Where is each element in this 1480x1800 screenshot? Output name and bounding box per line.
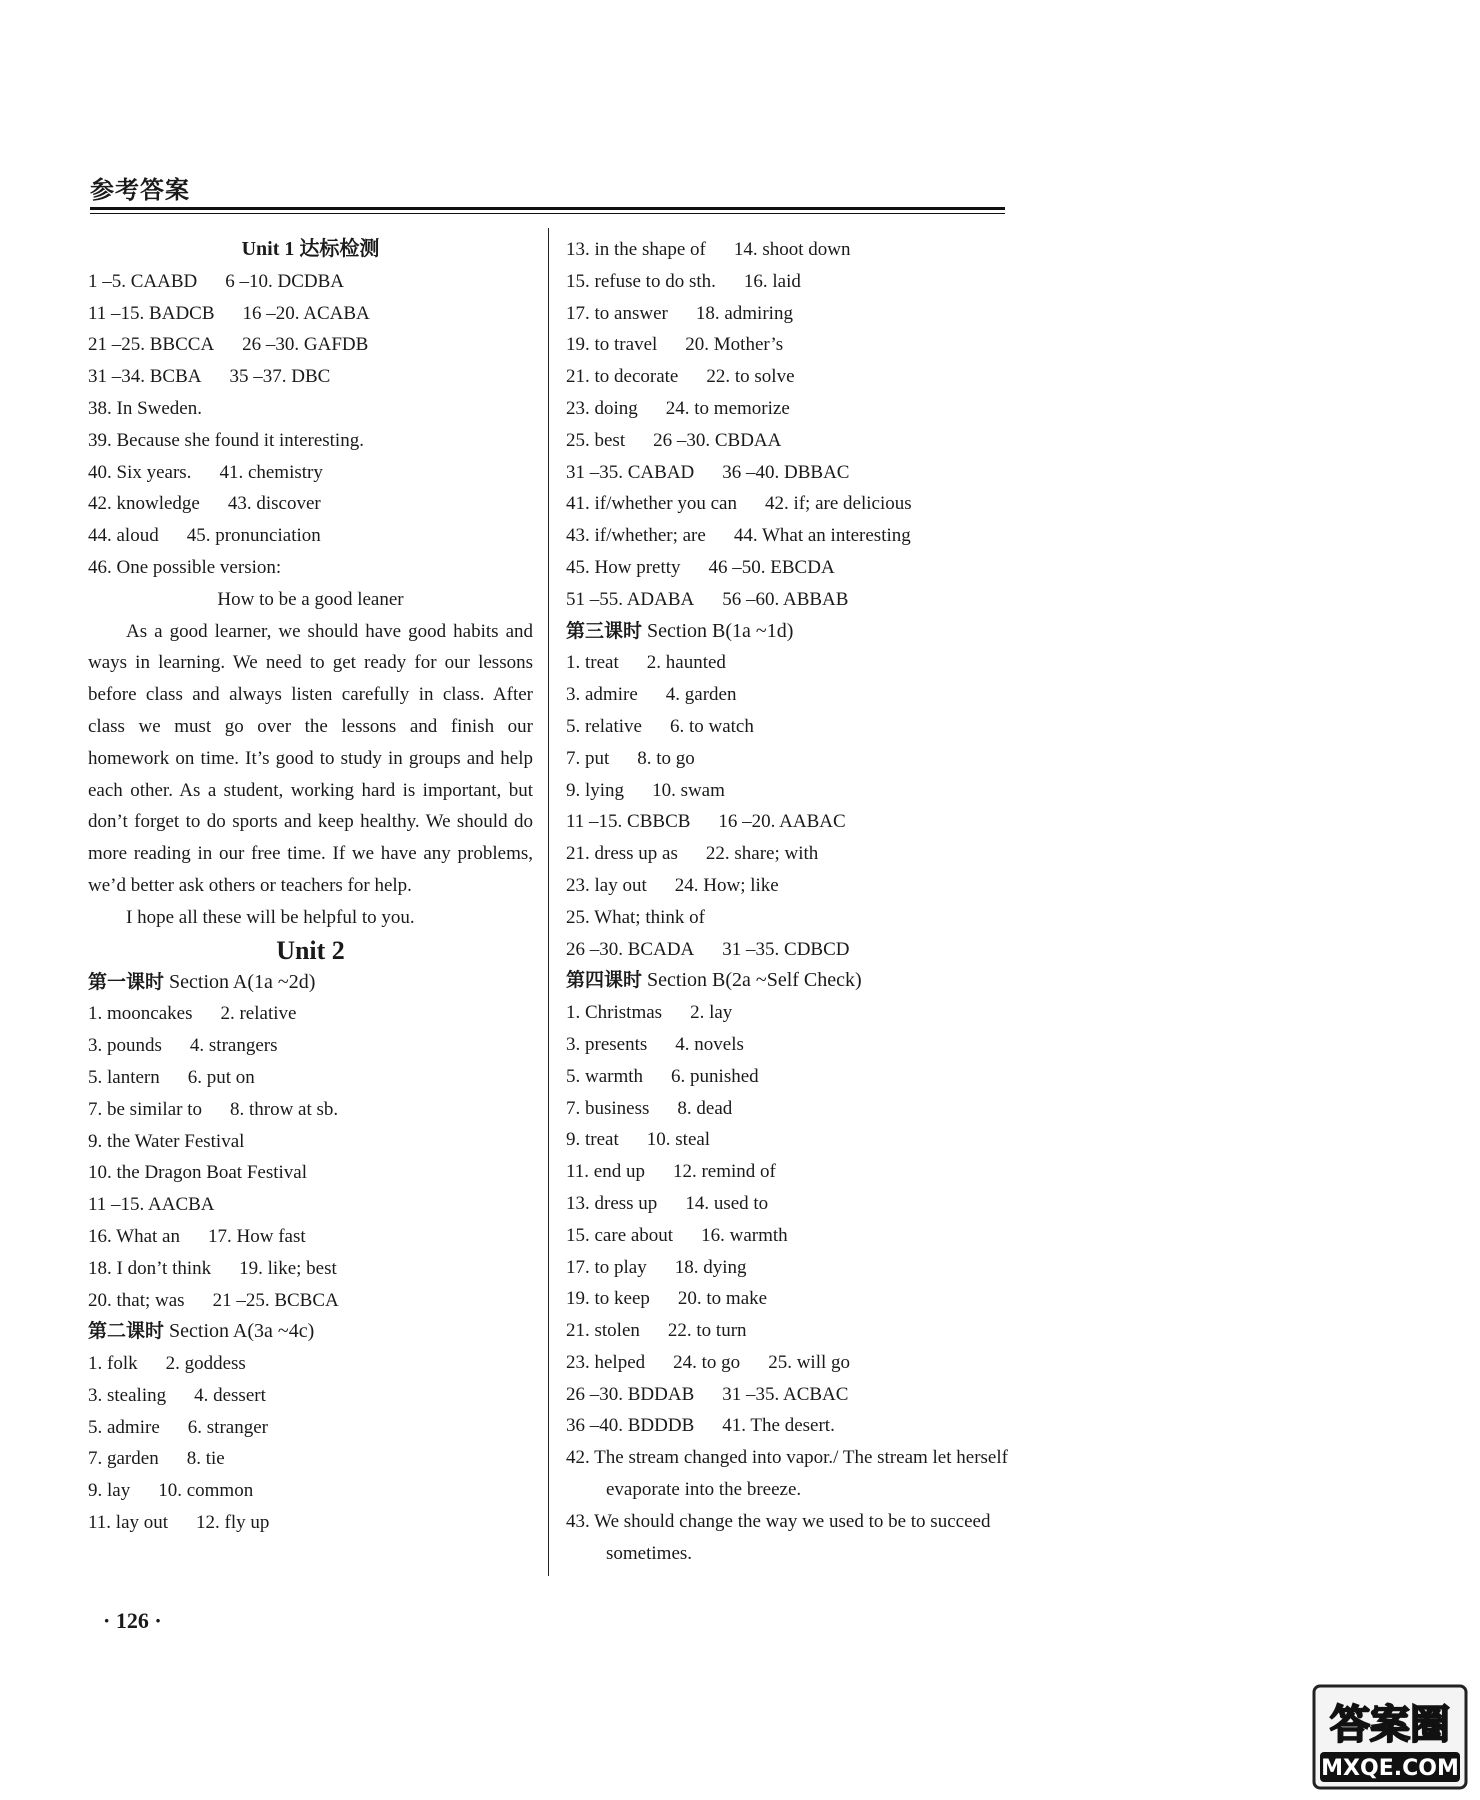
answer-item: 9. lying <box>566 779 625 801</box>
watermark-title: 答案圈 <box>1330 1702 1450 1748</box>
right-column <box>566 234 1011 1569</box>
answer-item: 46. One possible version: <box>88 556 282 578</box>
answer-line <box>88 298 533 330</box>
answer-line <box>566 711 1011 743</box>
answer-item: 44. aloud <box>88 525 159 547</box>
answer-item: 4. strangers <box>189 1035 278 1057</box>
answer-line <box>566 361 1011 393</box>
answer-item: 5. admire <box>88 1416 160 1438</box>
answer-line <box>566 934 1011 966</box>
page-number: · 126 · <box>103 1608 162 1633</box>
answer-item: 25. best <box>566 429 626 451</box>
answer-item: 11 –15. AACBA <box>88 1194 215 1216</box>
answer-42: 42. The stream changed into vapor./ The stream let herself evaporate into the breeze. <box>566 1447 1008 1501</box>
answer-line <box>566 743 1011 775</box>
answer-line <box>566 234 1011 266</box>
answer-item: 4. novels <box>675 1033 744 1055</box>
essay-closing: I hope all these will be helpful to you. <box>126 906 415 928</box>
answer-item: 4. dessert <box>194 1384 266 1406</box>
lesson4-answer-list <box>566 997 1011 1442</box>
answer-line <box>566 266 1011 298</box>
essay-paragraph: As a good learner, we should have good habits and ways in learning. We need to get ready for our lessons before class and always listen carefully in class. After class we must go over the lessons and finish our homework on time. It’s good to study in groups and help each other. As a student, working hard is important, but don’t forget to do sports and keep healthy. We should do more reading in our free time. If we have any problems, we’d better ask others or teachers for help. <box>88 620 533 896</box>
answer-line <box>566 457 1011 489</box>
answer-item: 24. How; like <box>674 874 779 896</box>
answer-line <box>88 266 533 298</box>
answer-line <box>566 1156 1011 1188</box>
answer-item: 14. shoot down <box>733 239 851 260</box>
answer-item: 3. pounds <box>88 1035 162 1057</box>
answer-line <box>566 298 1011 330</box>
answer-item: 21. stolen <box>566 1320 640 1342</box>
answer-item: 11 –15. BADCB <box>88 302 215 324</box>
answer-item: 19. like; best <box>239 1257 337 1279</box>
answer-item: 46 –50. EBCDA <box>708 556 835 578</box>
answer-line <box>566 997 1011 1029</box>
answer-item: 43. discover <box>227 493 321 515</box>
answer-item: 6 –10. DCDBA <box>225 270 345 292</box>
answer-line <box>88 998 533 1030</box>
answer-item: 8. dead <box>677 1097 733 1119</box>
answer-line <box>88 1443 533 1475</box>
answer-item: 14. used to <box>685 1192 769 1214</box>
lesson1-heading <box>88 967 533 999</box>
answer-line <box>88 1253 533 1285</box>
answer-item: 10. the Dragon Boat Festival <box>88 1162 307 1184</box>
lesson3-heading <box>566 616 1011 648</box>
answer-item: 45. How pretty <box>566 556 681 578</box>
answer-item: 21 –25. BBCCA <box>88 334 215 356</box>
answer-item: 5. warmth <box>566 1065 644 1087</box>
answer-item: 22. to turn <box>667 1320 747 1342</box>
answer-line <box>566 870 1011 902</box>
answer-item: 26 –30. GAFDB <box>242 334 369 356</box>
answer-item: 13. dress up <box>566 1192 658 1214</box>
answer-line <box>88 1062 533 1094</box>
answer-line <box>566 1124 1011 1156</box>
answer-line <box>566 1347 1011 1379</box>
answer-item: 17. to answer <box>566 302 668 324</box>
answer-line <box>88 1221 533 1253</box>
answer-line <box>88 1030 533 1062</box>
answer-item: 17. to play <box>566 1256 647 1278</box>
answer-item: 18. I don’t think <box>88 1257 212 1279</box>
answer-item: 6. put on <box>187 1066 255 1088</box>
answer-item: 18. admiring <box>695 302 793 324</box>
answer-line <box>88 329 533 361</box>
answer-line <box>566 838 1011 870</box>
answer-line <box>88 393 533 425</box>
answer-line <box>88 552 533 584</box>
answer-line <box>566 1379 1011 1411</box>
answer-item: 17. How fast <box>208 1225 306 1247</box>
answer-item: 20. to make <box>677 1288 768 1310</box>
column-divider <box>548 228 549 1576</box>
answer-item: 42. if; are delicious <box>764 493 912 515</box>
answer-item: 7. put <box>566 747 610 769</box>
answer-line <box>566 425 1011 457</box>
answer-line <box>88 1475 533 1507</box>
answer-line <box>566 488 1011 520</box>
lesson3-section: Section B(1a ~1d) <box>647 619 794 642</box>
answer-item: 31 –35. ACBAC <box>722 1383 849 1405</box>
answer-item: 9. treat <box>566 1129 619 1151</box>
answer-item: 1. folk <box>88 1353 138 1375</box>
lesson2-answer-list <box>88 1348 533 1539</box>
answer-item: 35 –37. DBC <box>229 366 331 388</box>
answer-line <box>88 1189 533 1221</box>
answer-item: 41. if/whether you can <box>566 493 737 515</box>
answer-item: 16 –20. ACABA <box>242 302 370 324</box>
answer-item: 8. tie <box>186 1448 225 1470</box>
answer-item: 13. in the shape of <box>566 239 706 260</box>
lesson2-heading <box>88 1316 533 1348</box>
answer-item: 7. business <box>566 1097 650 1119</box>
answer-item: 11. lay out <box>88 1512 169 1534</box>
answer-item: 1. Christmas <box>566 1002 663 1024</box>
answer-item: 38. In Sweden. <box>88 397 202 419</box>
answer-line <box>88 457 533 489</box>
answer-item: 36 –40. DBBAC <box>722 461 850 483</box>
lesson1-section: Section A(1a ~2d) <box>169 970 316 993</box>
answer-item: 44. What an interesting <box>733 525 911 547</box>
answer-line <box>566 393 1011 425</box>
answer-line <box>88 488 533 520</box>
answer-item: 26 –30. BCADA <box>566 938 695 960</box>
answer-item: 25. will go <box>768 1351 850 1373</box>
lesson2-section: Section A(3a ~4c) <box>169 1320 315 1343</box>
lesson1-answer-list <box>88 998 533 1316</box>
header-rule <box>90 207 1005 210</box>
answer-item: 31 –35. CABAD <box>566 461 695 483</box>
essay-title: How to be a good leaner <box>217 588 404 610</box>
answer-item: 11. end up <box>566 1161 645 1183</box>
answer-line <box>566 679 1011 711</box>
answer-item: 31 –35. CDBCD <box>722 938 850 960</box>
answer-line <box>88 1380 533 1412</box>
header-rule-thin <box>90 213 1005 214</box>
unit2-heading: Unit 2 <box>276 935 345 965</box>
answer-line <box>566 1410 1011 1442</box>
unit1-heading: Unit 1 达标检测 <box>241 238 380 260</box>
answer-item: 7. be similar to <box>88 1098 202 1120</box>
answer-item: 40. Six years. <box>88 461 192 483</box>
lesson2-label: 第二课时 <box>88 1320 165 1343</box>
answer-item: 2. lay <box>690 1002 733 1024</box>
answer-item: 41. chemistry <box>219 461 323 483</box>
answer-item: 2. relative <box>220 1003 297 1025</box>
answer-item: 19. to keep <box>566 1288 650 1310</box>
answer-item: 4. garden <box>665 684 737 706</box>
answer-item: 2. haunted <box>646 652 726 674</box>
answer-item: 3. admire <box>566 684 638 706</box>
answer-line <box>88 1285 533 1317</box>
answer-item: 6. to watch <box>669 715 754 737</box>
answer-item: 12. remind of <box>672 1161 776 1183</box>
answer-item: 16. warmth <box>701 1224 788 1246</box>
answer-line <box>88 1507 533 1539</box>
unit1-answer-list <box>88 266 533 584</box>
answer-item: 26 –30. BDDAB <box>566 1383 695 1405</box>
answer-item: 1. mooncakes <box>88 1003 193 1025</box>
answer-item: 18. dying <box>674 1256 747 1278</box>
answer-item: 8. throw at sb. <box>229 1098 339 1120</box>
answer-line <box>566 1093 1011 1125</box>
lesson4-section: Section B(2a ~Self Check) <box>647 969 862 992</box>
answer-item: 26 –30. CBDAA <box>653 429 782 451</box>
answer-line <box>566 1029 1011 1061</box>
answer-item: 51 –55. ADABA <box>566 588 695 610</box>
answer-item: 31 –34. BCBA <box>88 366 202 388</box>
answer-item: 15. care about <box>566 1224 674 1246</box>
answer-line <box>88 1126 533 1158</box>
answer-line <box>566 1220 1011 1252</box>
answer-item: 21 –25. BCBCA <box>212 1289 339 1311</box>
answer-item: 24. to memorize <box>665 397 790 419</box>
watermark-domain: MXQE.COM <box>1321 1756 1459 1781</box>
answer-line <box>566 584 1011 616</box>
answer-item: 6. stranger <box>187 1416 268 1438</box>
answer-line <box>88 1094 533 1126</box>
lesson3-label: 第三课时 <box>566 619 643 642</box>
answer-item: 10. common <box>158 1480 254 1502</box>
answer-item: 7. garden <box>88 1448 159 1470</box>
lesson1-label: 第一课时 <box>88 970 165 993</box>
answer-item: 2. goddess <box>165 1353 246 1375</box>
answer-item: 8. to go <box>637 747 695 769</box>
answer-line <box>566 520 1011 552</box>
page-header-title: 参考答案 <box>90 176 190 204</box>
answer-line <box>88 520 533 552</box>
answer-item: 5. lantern <box>88 1066 160 1088</box>
answer-line <box>88 1348 533 1380</box>
answer-line <box>88 425 533 457</box>
answer-item: 12. fly up <box>196 1512 270 1534</box>
answer-item: 1. treat <box>566 652 619 674</box>
answer-item: 5. relative <box>566 715 642 737</box>
answer-line <box>566 806 1011 838</box>
answer-item: 19. to travel <box>566 334 658 356</box>
answer-item: 56 –60. ABBAB <box>722 588 849 610</box>
answer-line <box>88 361 533 393</box>
left-column <box>88 234 533 1539</box>
answer-item: 24. to go <box>673 1351 741 1373</box>
answer-line <box>566 1061 1011 1093</box>
answer-item: 9. lay <box>88 1480 131 1502</box>
answer-item: 3. stealing <box>88 1384 167 1406</box>
answer-43: 43. We should change the way we used to be to succeed sometimes. <box>566 1510 991 1564</box>
answer-item: 16. laid <box>743 270 801 292</box>
answer-item: 9. the Water Festival <box>88 1130 245 1152</box>
answer-item: 15. refuse to do sth. <box>566 270 716 292</box>
answer-item: 16 –20. AABAC <box>718 811 846 833</box>
lesson4-label: 第四课时 <box>566 969 643 992</box>
answer-line <box>88 1412 533 1444</box>
answer-item: 11 –15. CBBCB <box>566 811 691 833</box>
answer-item: 42. knowledge <box>88 493 200 515</box>
answer-item: 22. share; with <box>705 843 819 865</box>
answer-item: 16. What an <box>88 1225 180 1247</box>
answer-item: 22. to solve <box>706 366 795 388</box>
answer-item: 21. dress up as <box>566 843 678 865</box>
answer-line <box>566 1188 1011 1220</box>
answer-item: 20. Mother’s <box>685 334 784 356</box>
answer-line <box>566 1252 1011 1284</box>
answer-item: 43. if/whether; are <box>566 525 706 547</box>
answer-item: 23. helped <box>566 1351 646 1373</box>
answer-line <box>566 647 1011 679</box>
answer-item: 39. Because she found it interesting. <box>88 429 364 451</box>
answer-item: 23. lay out <box>566 874 647 896</box>
answer-item: 25. What; think of <box>566 906 705 928</box>
site-watermark-logo <box>1310 1682 1470 1792</box>
answer-item: 6. punished <box>671 1065 759 1087</box>
lesson4-heading <box>566 965 1011 997</box>
answer-item: 21. to decorate <box>566 366 679 388</box>
answer-line <box>566 329 1011 361</box>
answer-line <box>566 1283 1011 1315</box>
answer-item: 36 –40. BDDDB <box>566 1415 695 1437</box>
answer-line <box>88 1157 533 1189</box>
answer-item: 1 –5. CAABD <box>88 270 198 292</box>
lesson2-continued-answer-list <box>566 234 1011 616</box>
answer-item: 45. pronunciation <box>186 525 321 547</box>
answer-item: 23. doing <box>566 397 638 419</box>
answer-item: 20. that; was <box>88 1289 185 1311</box>
answer-item: 3. presents <box>566 1033 648 1055</box>
answer-item: 10. steal <box>646 1129 711 1151</box>
lesson3-answer-list <box>566 647 1011 965</box>
answer-line <box>566 902 1011 934</box>
answer-item: 10. swam <box>652 779 725 801</box>
answer-line <box>566 775 1011 807</box>
answer-item: 41. The desert. <box>722 1415 835 1437</box>
answer-line <box>566 552 1011 584</box>
answer-line <box>566 1315 1011 1347</box>
